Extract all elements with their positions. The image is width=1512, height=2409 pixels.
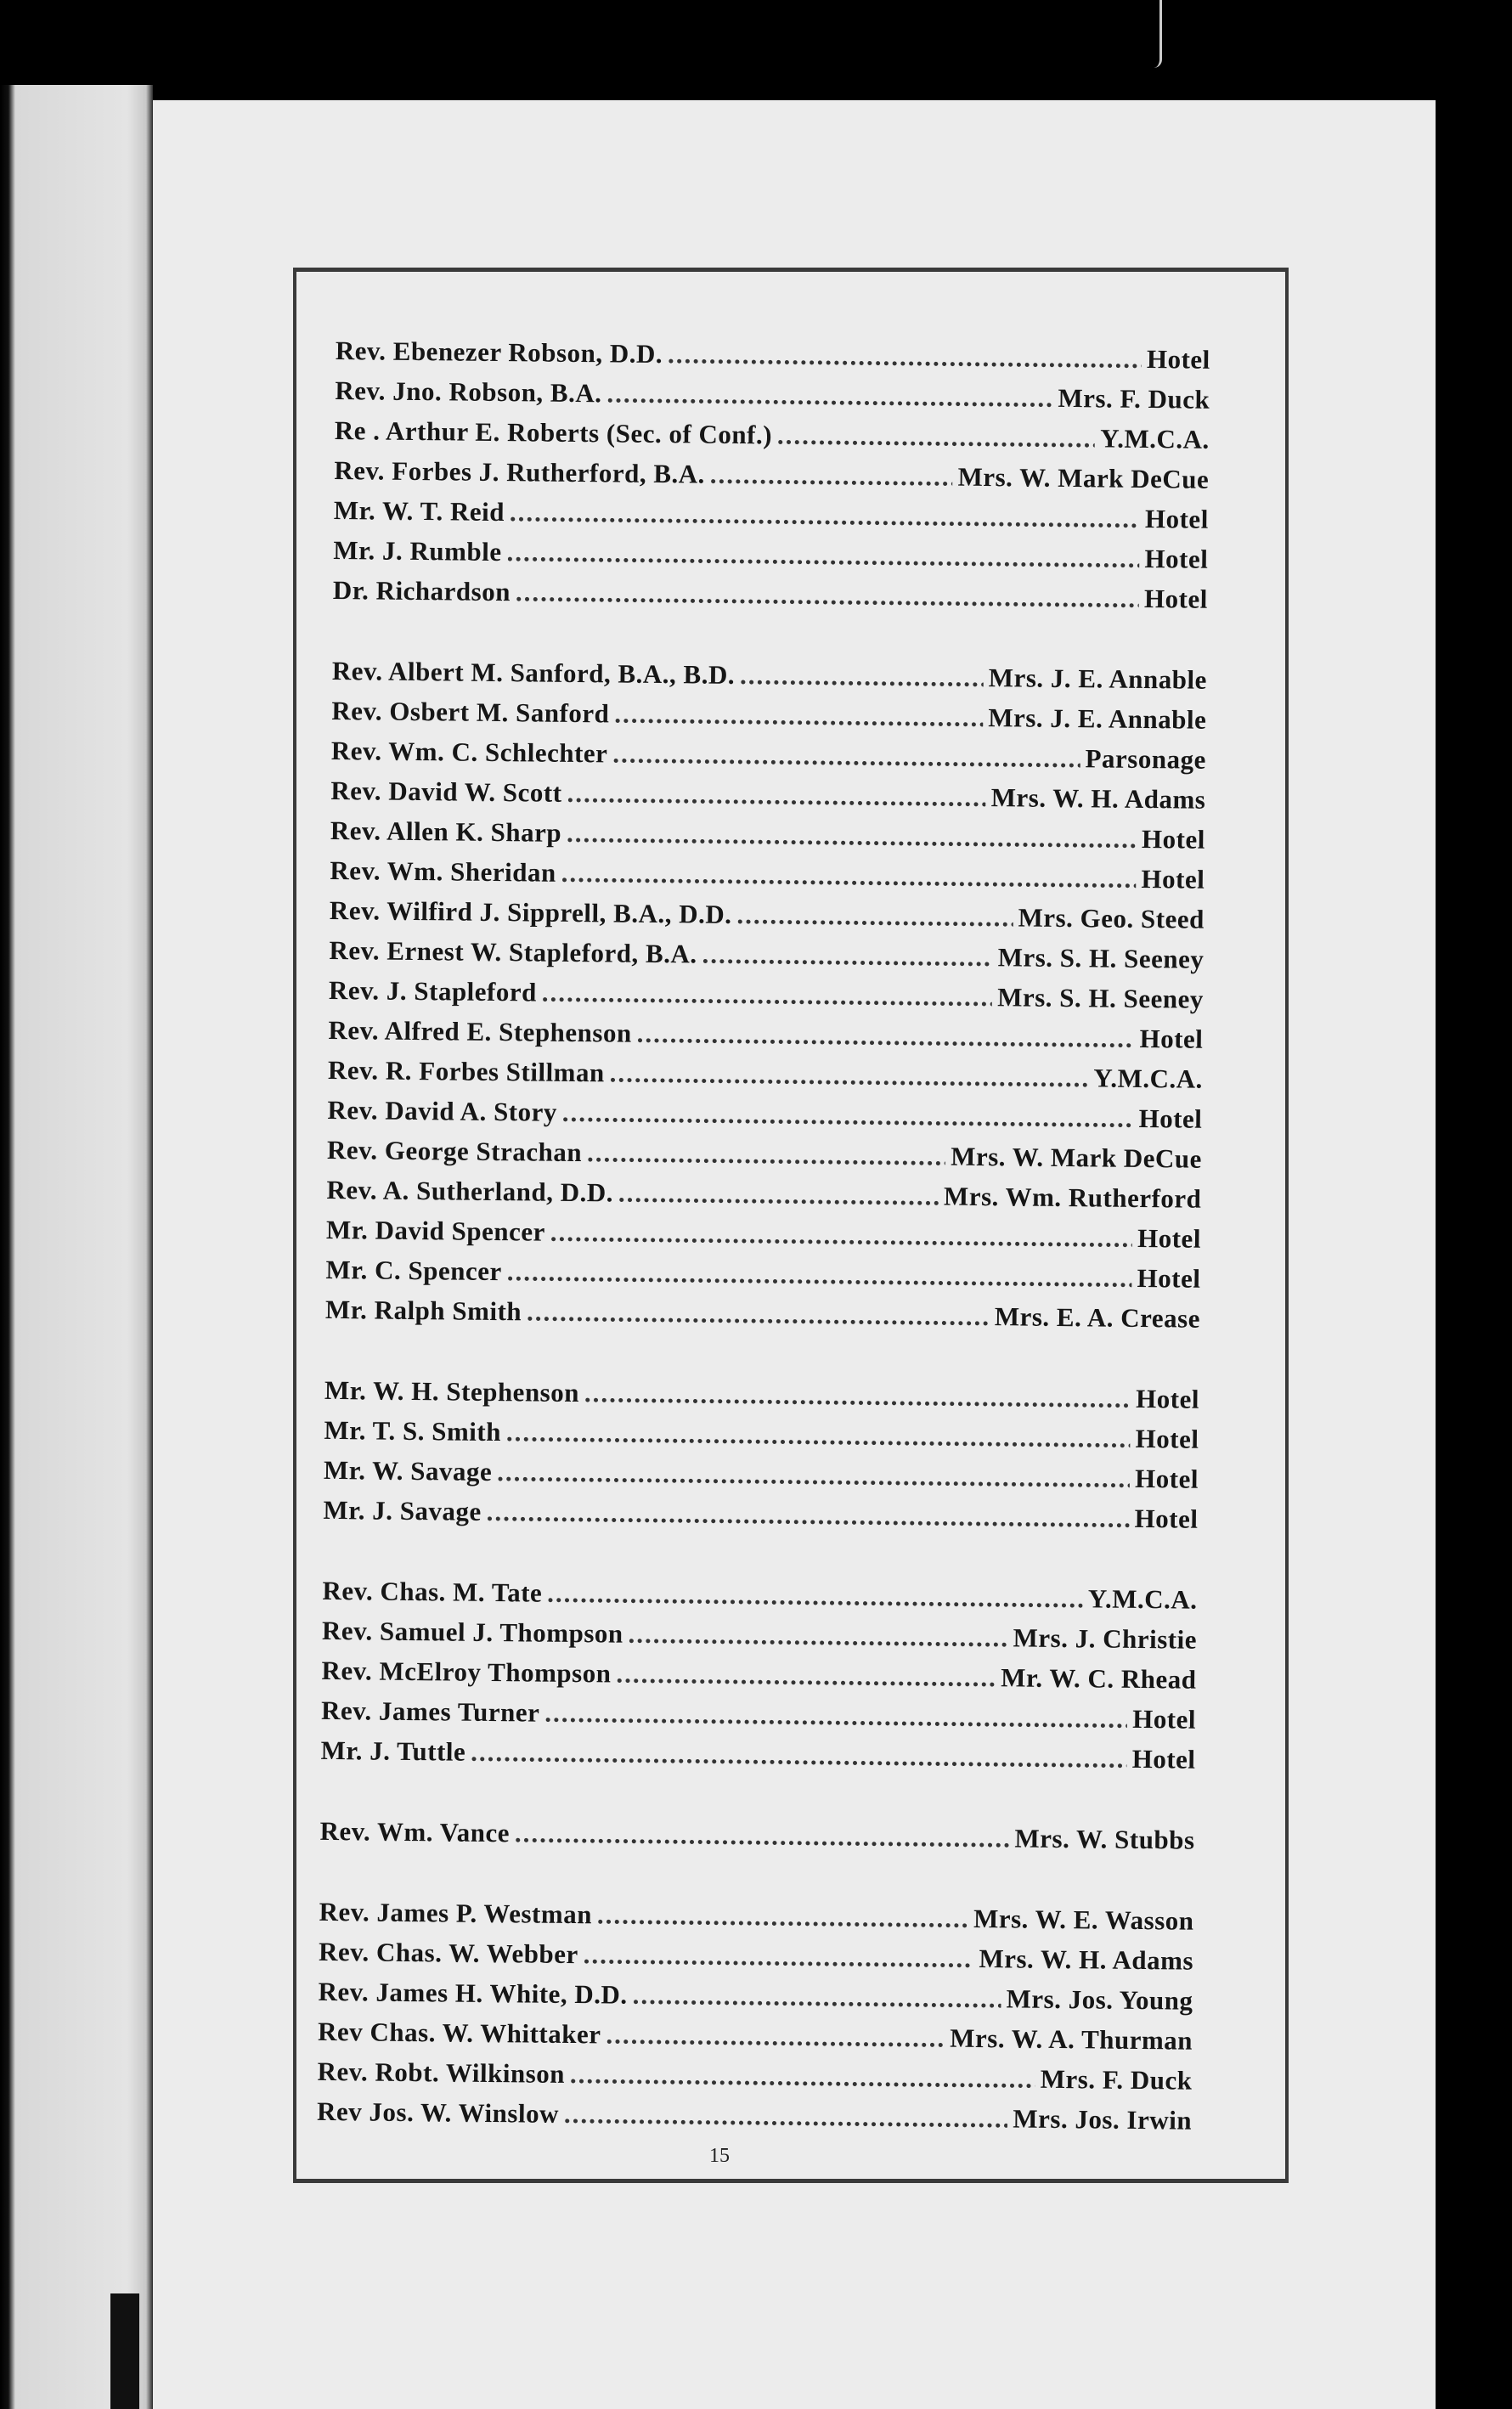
entry-group: [317, 1897, 1194, 2146]
delegate-billeting-list: [316, 336, 1210, 2186]
list-item: [325, 1295, 1200, 1344]
leader-dots: [515, 1818, 1010, 1853]
billet-host: Mrs. J. E. Annable: [988, 702, 1207, 735]
delegate-name: Rev. Chas. W. Webber: [318, 1936, 578, 1970]
delegate-name: Mr. J. Savage: [323, 1494, 482, 1526]
leader-dots: [702, 939, 992, 973]
entry-group: [325, 656, 1207, 1344]
billet-host: Hotel: [1135, 1383, 1200, 1414]
billet-host: Mrs. J. E. Annable: [988, 663, 1207, 695]
billet-host: Mrs. W. Stubbs: [1014, 1823, 1195, 1855]
billet-host: Hotel: [1134, 1503, 1199, 1534]
delegate-name: Mr. W. H. Stephenson: [324, 1374, 580, 1408]
delegate-name: Rev Chas. W. Whittaker: [317, 2016, 601, 2050]
delegate-name: Rev. David A. Story: [327, 1094, 558, 1127]
leader-dots: [610, 1058, 1089, 1093]
billet-host: Hotel: [1138, 1103, 1203, 1134]
delegate-name: Rev. David W. Scott: [330, 775, 562, 808]
leader-dots: [544, 1698, 1127, 1735]
delegate-name: Rev. Forbes J. Rutherford, B.A.: [334, 454, 706, 489]
billet-host: Hotel: [1141, 823, 1206, 855]
billet-host: Hotel: [1137, 1262, 1201, 1294]
list-item: [323, 1495, 1198, 1544]
delegate-name: Rev. Allen K. Sharp: [330, 815, 562, 848]
leader-dots: [614, 698, 983, 733]
leader-dots: [606, 2019, 945, 2053]
leader-dots: [567, 778, 986, 813]
entry-group: [323, 1375, 1199, 1544]
billet-host: Y.M.C.A.: [1100, 423, 1210, 454]
leader-dots: [740, 660, 984, 693]
leader-dots: [550, 1217, 1133, 1254]
leader-dots: [584, 1378, 1131, 1414]
billet-host: Hotel: [1144, 543, 1209, 574]
leader-dots: [584, 1939, 974, 1974]
billet-host: Mrs. W. A. Thurman: [950, 2023, 1193, 2056]
book-spine: [0, 85, 153, 2409]
page-curl: [1142, 0, 1162, 68]
leader-dots: [637, 1018, 1135, 1054]
delegate-name: Mr. C. Spencer: [325, 1254, 502, 1287]
leader-dots: [570, 2059, 1035, 2095]
delegate-name: Rev. Albert M. Sanford, B.A., B.D.: [331, 655, 736, 690]
billet-host: Y.M.C.A.: [1087, 1583, 1198, 1615]
list-item: [320, 1735, 1195, 1785]
leader-dots: [777, 420, 1096, 454]
delegate-name: Dr. Richardson: [332, 574, 511, 607]
leader-dots: [736, 900, 1013, 933]
billet-host: Mrs. F. Duck: [1040, 2063, 1193, 2096]
list-item: [317, 2096, 1192, 2146]
leader-dots: [612, 738, 1080, 774]
delegate-name: Rev. J. Stapleford: [328, 974, 538, 1007]
leader-dots: [597, 1899, 969, 1934]
billet-host: Mrs. F. Duck: [1058, 382, 1210, 415]
billet-host: Hotel: [1144, 503, 1209, 534]
delegate-name: Rev. Chas. M. Tate: [322, 1575, 543, 1608]
delegate-name: Rev. Ebenezer Robson, D.D.: [335, 336, 663, 370]
delegate-name: Rev. James Turner: [320, 1695, 540, 1728]
billet-host: Y.M.C.A.: [1093, 1063, 1204, 1094]
delegate-name: Rev. George Strachan: [326, 1134, 583, 1168]
leader-dots: [618, 1178, 939, 1212]
delegate-name: Rev. James P. Westman: [319, 1896, 593, 1930]
billet-host: Mrs. W. H. Adams: [979, 1944, 1194, 1976]
delegate-name: Rev. R. Forbes Stillman: [327, 1054, 605, 1088]
delegate-name: Rev Jos. W. Winslow: [316, 2096, 560, 2129]
delegate-name: Rev. Wm. Vance: [319, 1815, 511, 1848]
billet-host: Mrs. Wm. Rutherford: [943, 1181, 1202, 1214]
leader-dots: [668, 339, 1142, 375]
delegate-name: Rev. James H. White, D.D.: [318, 1976, 628, 2010]
leader-dots: [507, 1256, 1132, 1294]
delegate-name: Rev. A. Sutherland, D.D.: [326, 1174, 614, 1208]
delegate-name: Mr. T. S. Smith: [324, 1414, 502, 1447]
delegate-name: Rev. Ernest W. Stapleford, B.A.: [329, 934, 697, 969]
leader-dots: [567, 818, 1137, 855]
entry-group: [319, 1816, 1194, 1865]
billet-host: Hotel: [1135, 1423, 1199, 1454]
delegate-name: Re . Arthur E. Roberts (Sec. of Conf.): [334, 415, 773, 450]
leader-dots: [487, 1497, 1130, 1534]
entry-group: [333, 336, 1210, 624]
leader-dots: [510, 497, 1140, 534]
leader-dots: [542, 978, 993, 1013]
billet-host: Mrs. Jos. Irwin: [1013, 2103, 1193, 2135]
leader-dots: [527, 1296, 990, 1332]
delegate-name: Mr. Ralph Smith: [324, 1294, 522, 1327]
leader-dots: [562, 1097, 1134, 1134]
delegate-name: Mr. W. Savage: [323, 1454, 493, 1487]
leader-dots: [506, 1417, 1131, 1454]
delegate-name: Mr. J. Tuttle: [320, 1735, 466, 1767]
billet-host: Mrs. W. H. Adams: [990, 782, 1206, 815]
delegate-name: Mr. J. Rumble: [333, 534, 502, 567]
billet-host: Hotel: [1141, 863, 1205, 894]
leader-dots: [561, 858, 1136, 894]
leader-dots: [547, 1578, 1083, 1615]
delegate-name: Rev. Alfred E. Stephenson: [328, 1014, 632, 1048]
delegate-name: Mr. David Spencer: [325, 1214, 546, 1247]
delegate-name: Rev. Wm. Sheridan: [330, 855, 556, 888]
delegate-name: Rev. Wm. C. Schlechter: [330, 735, 608, 769]
leader-dots: [616, 1659, 996, 1694]
delegate-name: Rev. Osbert M. Sanford: [331, 695, 610, 729]
leader-dots: [471, 1737, 1127, 1774]
billet-host: Mrs. E. A. Crease: [994, 1301, 1201, 1334]
billet-host: Mrs. W. Mark DeCue: [957, 461, 1210, 494]
billet-host: Hotel: [1134, 1463, 1199, 1494]
leader-dots: [497, 1457, 1130, 1494]
leader-dots: [564, 2099, 1008, 2134]
billet-host: Hotel: [1137, 1222, 1202, 1254]
delegate-name: Rev. McElroy Thompson: [321, 1655, 612, 1689]
entry-group: [320, 1576, 1197, 1785]
spine-edge: [110, 2293, 139, 2409]
delegate-name: Rev. Wilfird J. Sipprell, B.A., D.D.: [329, 894, 732, 929]
leader-dots: [587, 1137, 945, 1171]
leader-dots: [632, 1980, 1001, 2015]
billet-host: Mrs. Geo. Steed: [1018, 902, 1205, 934]
leader-dots: [506, 537, 1139, 574]
page-number: 15: [709, 2145, 730, 2167]
leader-dots: [628, 1619, 1007, 1654]
leader-dots: [606, 378, 1052, 413]
leader-dots: [516, 577, 1139, 614]
delegate-name: Rev. Robt. Wilkinson: [317, 2056, 566, 2089]
billet-host: Mr. W. C. Rhead: [1001, 1662, 1197, 1695]
billet-host: Hotel: [1131, 1743, 1196, 1774]
billet-host: Hotel: [1132, 1703, 1197, 1735]
billet-host: Mrs. S. H. Seeney: [997, 982, 1205, 1014]
billet-host: Parsonage: [1085, 743, 1207, 775]
delegate-name: Rev. Jno. Robson, B.A.: [335, 375, 602, 409]
billet-host: Hotel: [1139, 1023, 1204, 1054]
leader-dots: [710, 460, 953, 493]
billet-host: Mrs. Jos. Young: [1006, 1983, 1193, 2016]
billet-host: Mrs. W. E. Wasson: [973, 1903, 1194, 1936]
billet-host: Mrs. W. Mark DeCue: [951, 1141, 1203, 1174]
list-item: [319, 1816, 1194, 1865]
billet-host: Hotel: [1143, 583, 1208, 614]
list-item: [333, 575, 1208, 624]
billet-host: Mrs. S. H. Seeney: [997, 942, 1205, 974]
delegate-name: Rev. Samuel J. Thompson: [321, 1615, 623, 1649]
delegate-name: Mr. W. T. Reid: [333, 494, 505, 527]
billet-host: Hotel: [1146, 344, 1210, 375]
billet-host: Mrs. J. Christie: [1013, 1622, 1198, 1655]
